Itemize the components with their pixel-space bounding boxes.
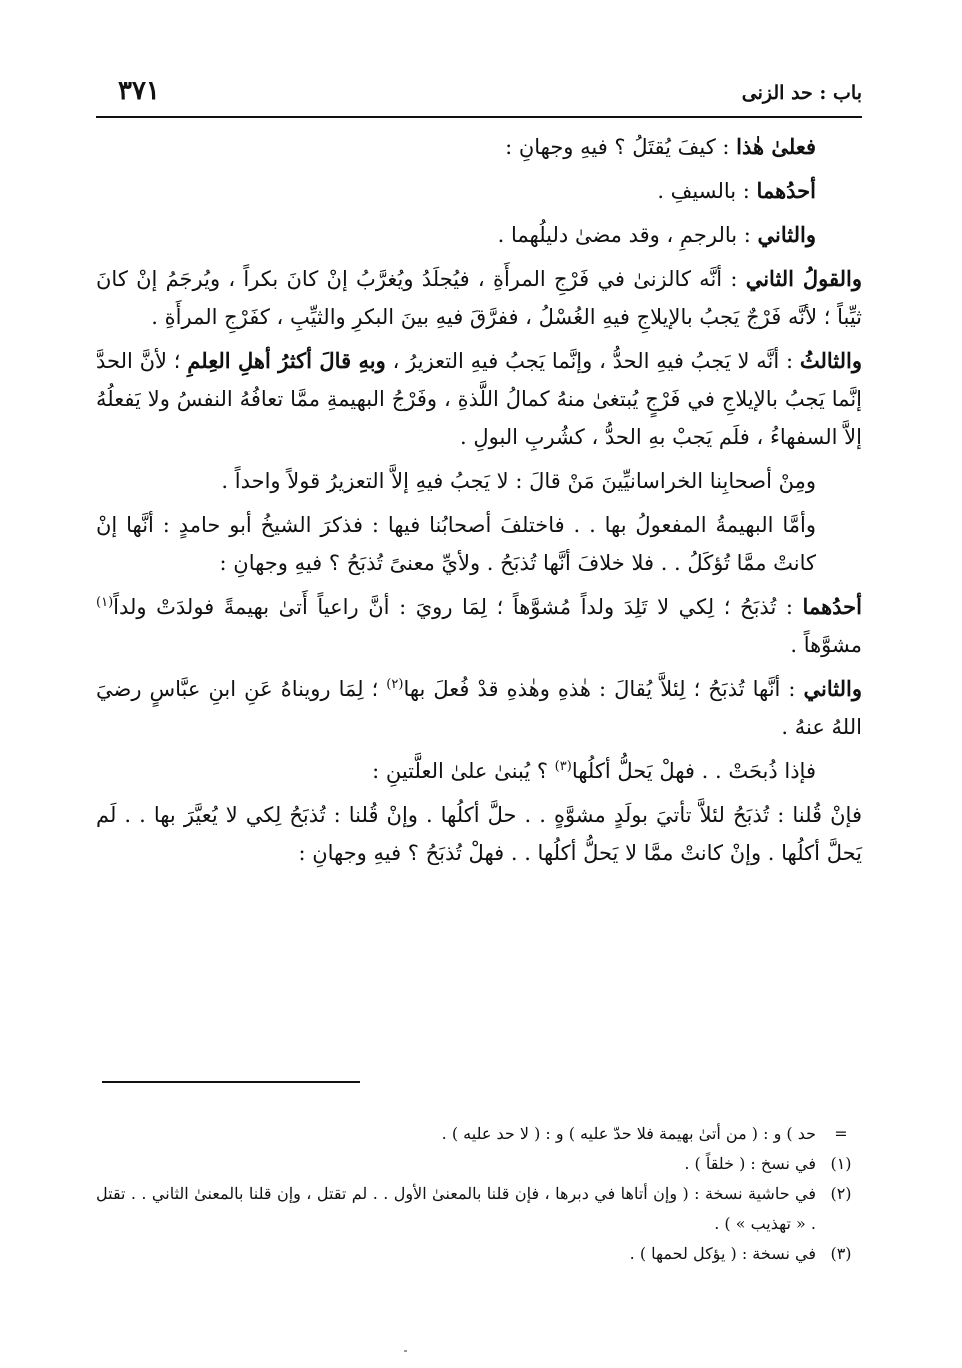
paragraph-text: : كيفَ يُقتَلُ ؟ فيهِ وجهانِ : — [505, 135, 737, 159]
footnote-separator — [102, 1081, 360, 1083]
paragraph-lead: والثاني — [803, 676, 862, 701]
main-text — [96, 128, 862, 878]
scan-speck — [404, 1350, 407, 1352]
paragraph — [96, 670, 862, 746]
paragraph-text: ؛ لِمَا رويناهُ عَنِ ابنِ عبَّاسٍ رضيَ اللهُ عنهُ . — [96, 677, 862, 739]
paragraph — [96, 752, 862, 790]
paragraph — [96, 260, 862, 336]
paragraph — [96, 172, 862, 210]
footnote-text: في نسخة : ( يؤكل لحمها ) . — [629, 1244, 816, 1263]
paragraph — [96, 216, 862, 254]
paragraph-lead: أحدُهما — [756, 178, 816, 203]
paragraph-text: ؟ يُبنىٰ علىٰ العلَّتينِ : — [372, 759, 555, 783]
paragraph-text: : أنَّه كالزنىٰ في فَرْجِ المرأَةِ ، فيُجلَدُ ويُغرَّبُ إنْ كانَ بكراً ، ويُرجَمُ إنْ كانَ ثيِّباً ؛ لأنَّه فَرْجٌ يَجبُ بالإيلاجِ فيهِ الغُسْلُ ، ففرَّقَ فيهِ بينَ البكرِ والثيِّبِ ، كفَرْجِ المرأَةِ . — [96, 267, 862, 329]
paragraph-text: : تُذبَحُ ؛ لِكي لا تَلِدَ ولداً مُشوَّهاً ؛ لِمَا رويَ : أنَّ راعياً أَتىٰ بهيمةً فولدَتْ ولداً — [113, 595, 803, 619]
paragraph-text: : أنَّها تُذبَحُ ؛ لِئلاَّ يُقالَ : هٰذهِ وهٰذهِ قدْ فُعلَ بها — [403, 677, 804, 701]
footnote-text: حد ) و : ( من أتىٰ بهيمة فلا حدّ عليه ) و : ( لا حد عليه ) . — [441, 1124, 816, 1143]
footnote-mark: (٣) — [830, 1244, 852, 1263]
footnotes — [96, 1119, 866, 1269]
paragraph-text: فإذا ذُبحَتْ . . فهلْ يَحلُّ أكلُها — [571, 759, 816, 783]
paragraph — [96, 342, 862, 456]
footnote — [96, 1149, 866, 1179]
paragraph-text: فإنْ قُلنا : تُذبَحُ لئلاَّ تأتيَ بولَدٍ مشوَّهٍ . . حلَّ أكلُها . وإنْ قُلنا : تُذبَحُ لِكي لا يُعيَّرَ بها . . لَم يَحلَّ أكلُها . وإنْ كانتْ ممَّا لا يَحلُّ أكلُها . . فهلْ تُذبَحُ ؟ فيهِ وجهانِ : — [96, 803, 862, 865]
footnote — [96, 1179, 866, 1239]
paragraph-lead: والثاني — [757, 222, 816, 247]
running-title: باب : حد الزنى — [741, 82, 862, 104]
paragraph-lead: أحدُهما — [802, 594, 862, 619]
footnote-mark: (٢) — [830, 1184, 852, 1203]
paragraph-emphasis: وبهِ قالَ أكثرُ أهلِ العِلمِ — [187, 348, 386, 373]
paragraph-text: ومِنْ أصحابِنا الخراسانيِّينَ مَنْ قالَ : لا يَجبُ فيهِ إلاَّ التعزيرُ قولاً واحداً . — [221, 469, 816, 493]
footnote — [96, 1119, 866, 1149]
paragraph — [96, 796, 862, 872]
paragraph-lead: والقولُ الثاني — [745, 266, 863, 291]
paragraph — [96, 462, 862, 500]
footnote-mark: = — [834, 1124, 848, 1143]
paragraph-text: مشوَّهاً . — [790, 633, 862, 657]
paragraph-text: وأمَّا البهيمةُ المفعولُ بها . . فاختلفَ أصحابُنا فيها : فذكرَ الشيخُ أبو حامدٍ : أنَّها إنْ كانتْ ممَّا تُؤكَلُ . . فلا خلافَ أنَّها تُذبَحُ . ولأيِّ معنىً تُذبَحُ ؟ فيهِ وجهانِ : — [96, 513, 816, 575]
paragraph-text: : بالرجمِ ، وقد مضىٰ دليلُهما . — [497, 223, 758, 247]
footnote — [96, 1239, 866, 1269]
paragraph — [96, 588, 862, 664]
paragraph-text: : بالسيفِ . — [657, 179, 757, 203]
paragraph-lead: فعلىٰ هٰذا — [736, 134, 816, 159]
paragraph — [96, 128, 862, 166]
page-number: ٣٧١ — [118, 76, 160, 106]
footnote-ref[interactable]: (٢) — [386, 677, 404, 692]
paragraph-text: : أنَّه لا يَجبُ فيهِ الحدُّ ، وإنَّما يَجبُ فيهِ التعزيرُ ، — [385, 349, 800, 373]
paragraph-lead: والثالثُ — [799, 348, 862, 373]
footnote-mark: (١) — [830, 1154, 852, 1173]
paragraph — [96, 506, 862, 582]
footnote-ref[interactable]: (٣) — [554, 759, 572, 774]
paragraph-text: ؛ لأنَّ الحدَّ إنَّما يَجبُ بالإيلاجِ في فَرْجٍ يُبتغىٰ منهُ كمالُ اللَّذةِ ، وفَرْجُ البهيمةِ ممَّا تعافُهُ النفسُ ولا يَفعلُهُ إلاَّ السفهاءُ ، فلَم يَجبْ بهِ الحدُّ ، كشُربِ البولِ . — [96, 349, 862, 449]
footnote-text: في نسخ : ( خلقاً ) . — [684, 1154, 816, 1173]
footnote-text: في حاشية نسخة : ( وإن أتاها في دبرها ، فإن قلنا بالمعنىٰ الأول . . لم تقتل ، وإن قلنا بالمعنىٰ الثاني . . تقتل . « تهذيب » ) . — [96, 1184, 816, 1233]
footnote-ref[interactable]: (١) — [96, 595, 114, 610]
page-header — [96, 74, 862, 118]
